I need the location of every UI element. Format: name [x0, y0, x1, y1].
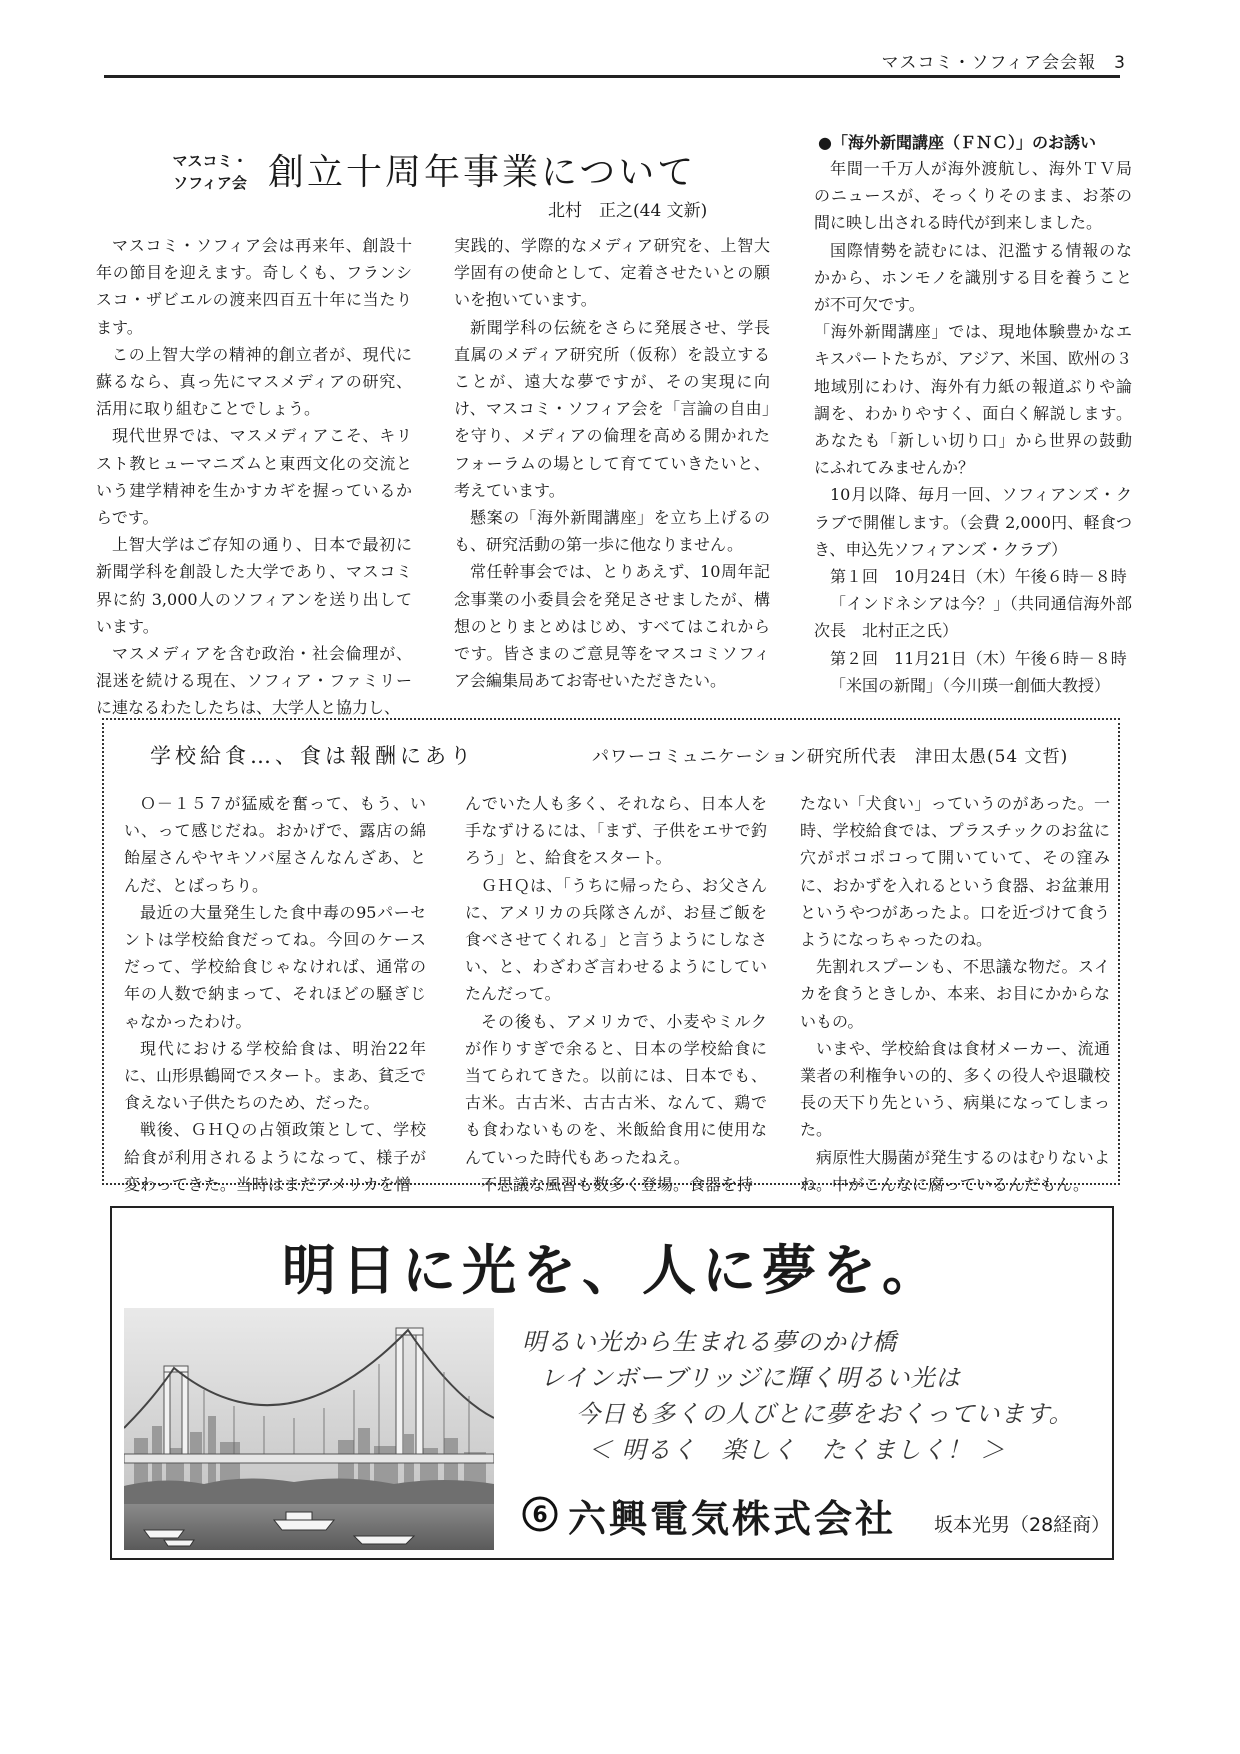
paragraph: いまや、学校給食は食材メーカー、流通業者の利権争いの的、多くの役人や退職校長の天下り先という、病巣になってしまった。 — [800, 1038, 1110, 1140]
paragraph: 10月以降、毎月一回、ソフィアンズ・クラブで開催します。（会費 2,000円、軽食つき、申込先ソフィアンズ・クラブ） — [814, 485, 1132, 559]
fnc-heading: ●「海外新聞講座（ＦＮＣ）」のお誘い — [818, 133, 1096, 152]
paragraph: たない「犬食い」っていうのがあった。一時、学校給食では、プラスチックのお盆に穴がポコポコって開いていて、その窪みに、おかずを入れるという食器、お盆兼用というやつがあったよ。口を近づけて食うようになっちゃったのね。 — [800, 794, 1110, 950]
paragraph: 「海外新聞講座」では、現地体験豊かなエキスパートたちが、アジア、米国、欧州の３地域別にわけ、海外有力紙の報道ぶりや論調を、わかりやすく、面白く解説します。あなたも「新しい切り口」から世界の鼓動にふれてみませんか？ — [814, 322, 1132, 478]
ad-copy-line-1: 明るい光から生まれる夢のかけ橋 — [522, 1328, 897, 1356]
company-logo-glyph: 6 — [532, 1503, 548, 1528]
paragraph: 現代における学校給食は、明治22年に、山形県鶴岡でスタート。まあ、貧乏で食えない子供たちのため、だった。 — [124, 1038, 426, 1113]
header-rule — [104, 75, 1120, 78]
article1-byline: 北村 正之(44 文新) — [548, 201, 708, 221]
paragraph: Ｏ－１５７が猛威を奮って、もう、いい、って感じだね。おかげで、露店の綿飴屋さんやヤキソバ屋さんなんざあ、とんだ、とばっちり。 — [124, 794, 426, 895]
article1-column-2 — [454, 232, 770, 694]
ad-headline: 明日に光を、人に夢を。 — [282, 1239, 942, 1302]
paragraph: 現代世界では、マスメディアこそ、キリスト教ヒューマニズムと東西文化の交流という建学精神を生かすカギを握っているからです。 — [96, 426, 412, 528]
article1-eyebrow-line2: ソフィア会 — [173, 174, 247, 192]
paragraph: 常任幹事会では、とりあえず、10周年記念事業の小委員会を発足させましたが、構想のとりまとめはじめ、すべてはこれからです。皆さまのご意見等をマスコミソフィア会編集局あてお寄せいただきたい。 — [454, 562, 770, 691]
article1-title: 創立十周年事業について — [268, 152, 697, 193]
paragraph: 新聞学科の伝統をさらに発展させ、学長直属のメディア研究所（仮称）を設立することが、遠大な夢ですが、その実現に向け、マスコミ・ソフィア会を「言論の自由」を守り、メディアの倫理を高める開かれたフォーラムの場として育てていきたいと、考えています。 — [454, 317, 770, 500]
session-2-date: 第２回 11月21日（木）午後６時－８時 — [830, 648, 1127, 668]
article1-eyebrow — [160, 150, 260, 194]
ad-copy-line-4: ＜ 明るく 楽しく たくましく！ ＞ — [588, 1436, 1006, 1464]
paragraph: マスコミ・ソフィア会は再来年、創設十年の節目を迎えます。奇しくも、フランシスコ・ザビエルの渡来四百五十年に当たります。 — [96, 236, 412, 337]
paragraph: 国際情勢を読むには、氾濫する情報のなかから、ホンモノを識別する目を養うことが不可欠です。 — [814, 240, 1132, 315]
running-header: マスコミ・ソフィア会会報 3 — [881, 53, 1126, 73]
paragraph: 戦後、ＧＨＱの占領政策として、学校給食が利用されるようになって、様子が変わってきた。当時はまだアメリカを憎 — [124, 1120, 426, 1194]
article2-column-2 — [465, 790, 767, 1198]
paragraph: 不思議な風習も数多く登場。食器を持 — [481, 1174, 754, 1194]
paragraph: 年間一千万人が海外渡航し、海外ＴＶ局のニュースが、そっくりそのまま、お茶の間に映し出される時代が到来しました。 — [814, 159, 1132, 233]
paragraph: 上智大学はご存知の通り、日本で最初に新聞学科を創設した大学であり、マスコミ界に約 3,000人のソフィアンを送り出しています。 — [96, 535, 412, 636]
ad-sponsor: 坂本光男（28経商） — [934, 1514, 1111, 1536]
paragraph: 最近の大量発生した食中毒の95パーセントは学校給食だってね。今回のケースだって、学校給食じゃなければ、通常の年の人数で納まって、それほどの騒ぎじゃなかったわけ。 — [124, 902, 426, 1031]
company-logo-icon — [522, 1496, 558, 1532]
article2-byline: パワーコミュニケーション研究所代表 津田太愚(54 文哲) — [592, 747, 1069, 767]
fnc-column — [814, 155, 1132, 699]
ad-copy-line-2: レインボーブリッジに輝く明るい光は — [540, 1364, 961, 1392]
article2-column-1 — [124, 790, 426, 1198]
paragraph: その後も、アメリカで、小麦やミルクが作りすぎで余ると、日本の学校給食に当てられてきた。以前には、日本でも、古米。古古米、古古古米、なんて、鶏でも食わないものを、米飯給食用に使用なんていった時代もあったねえ。 — [465, 1011, 767, 1167]
article1-column-1 — [96, 232, 412, 722]
paragraph: 実践的、学際的なメディア研究を、上智大学固有の使命として、定着させたいとの願いを抱いています。 — [454, 236, 770, 310]
session-2-topic: 「米国の新聞」（今川瑛一創価大教授） — [830, 675, 1111, 695]
article2-title: 学校給食…、食は報酬にあり — [150, 744, 475, 768]
paragraph: んでいた人も多く、それなら、日本人を手なずけるには、「まず、子供をエサで釣ろう」と、給食をスタート。 — [465, 794, 767, 868]
article2-column-3 — [800, 790, 1110, 1198]
session-1-date: 第１回 10月24日（木）午後６時－８時 — [830, 567, 1127, 587]
paragraph: この上智大学の精神的創立者が、現代に蘇るなら、真っ先にマスメディアの研究、活用に取り組むことでしょう。 — [96, 344, 412, 419]
rainbow-bridge-photo — [124, 1308, 494, 1550]
article1-eyebrow-line1: マスコミ・ — [172, 152, 248, 170]
paragraph: 懸案の「海外新聞講座」を立ち上げるのも、研究活動の第一歩に他なりません。 — [454, 508, 770, 555]
paragraph: 先割れスプーンも、不思議な物だ。スイカを食うときしか、本来、お目にかからないもの。 — [800, 957, 1110, 1031]
ad-copy-line-3: 今日も多くの人びとに夢をおくっています。 — [576, 1400, 1074, 1428]
paragraph: ＧＨＱは、「うちに帰ったら、お父さんに、アメリカの兵隊さんが、お昼ご飯を食べさせてくれる」と言うようにしなさい、と、わざわざ言わせるようにしていたんだって。 — [465, 875, 767, 1004]
paragraph: マスメディアを含む政治・社会倫理が、混迷を続ける現在、ソフィア・ファミリーに連なるわたしたちは、大学人と協力し、 — [96, 644, 412, 718]
paragraph: 病原性大腸菌が発生するのはむりないよね。中がこんなに腐っているんだもん。 — [800, 1147, 1110, 1194]
session-1-topic: 「インドネシアは今？」（共同通信海外部次長 北村正之氏） — [814, 594, 1132, 641]
ad-company-name: 六興電気株式会社 — [568, 1497, 897, 1541]
